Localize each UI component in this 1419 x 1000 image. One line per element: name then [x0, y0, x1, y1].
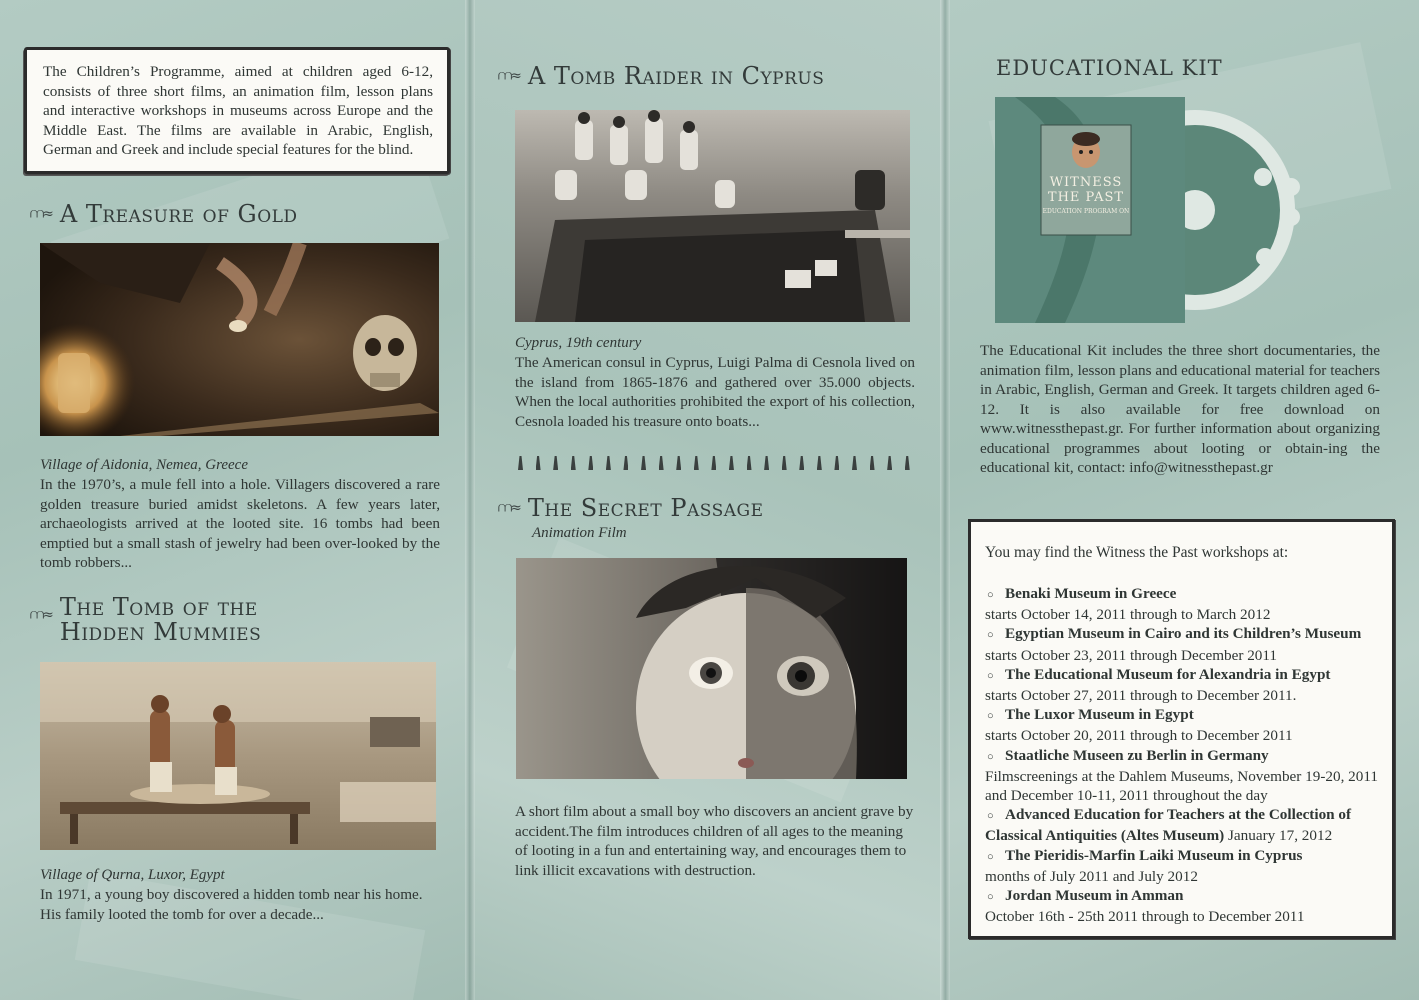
intro-text: The Children’s Programme, aimed at children aged 6-12, consists of three short films, an animation film, lesson plans and interactive workshops in museums across Europe and the Middle East. The films are available in Arabic, English, German and Greek and include special features for the blind. — [43, 63, 433, 158]
intro-box — [24, 47, 450, 174]
flourish-icon: ⩋≈ — [498, 500, 520, 516]
secret-title: The Secret Passage — [527, 494, 764, 522]
treasure-photo — [40, 243, 439, 436]
bullet-icon: ○ — [987, 710, 994, 723]
decorative-divider — [518, 452, 910, 470]
bullet-icon: ○ — [987, 669, 994, 682]
location-item: ○ Benaki Museum in Greece starts October 14, 2011 through to March 2012 — [985, 585, 1271, 624]
location-item: ○ Jordan Museum in Amman October 16th - 25th 2011 through to December 2011 — [985, 887, 1305, 926]
treasure-title: A Treasure of Gold — [59, 200, 298, 228]
fold-crease — [465, 0, 475, 1000]
bullet-icon: ○ — [987, 891, 994, 904]
location-item: ○ The Educational Museum for Alexandria in Egypt starts October 27, 2011 through to December 2011. — [985, 665, 1331, 705]
location-item: ○ Staatliche Museen zu Berlin in Germany Filmscreenings at the Dahlem Museums, November 19-20, 2011 and December 10-11, 2011 throughout the day — [985, 746, 1378, 805]
location-item: ○ The Luxor Museum in Egypt starts October 20, 2011 through to December 2011 — [985, 706, 1293, 745]
secret-body: A short film about a small boy who discovers an ancient grave by accident.The film introduces children of all ages to the meaning of looting in a fun and entertaining way, and encourages them to link illicit excavations with destruction. — [515, 803, 914, 879]
treasure-body: In the 1970’s, a mule fell into a hole. Villagers discovered a rare golden treasure buried amidst skeletons. A few years later, archaeologists arrived at the looted site. 16 tombs had been emptied but a small stash of jewelry had been over-looked by the tomb robbers... — [40, 476, 440, 571]
bullet-icon: ○ — [987, 589, 994, 601]
flourish-icon: ⩋≈ — [30, 206, 52, 222]
mummies-body: In 1971, a young boy discovered a hidden tomb near his home. His family looted the tomb for over a decade... — [40, 886, 423, 923]
kit-cover-title-line2: THE PAST — [1047, 190, 1125, 205]
treasure-heading — [30, 200, 298, 228]
location-item: ○ The Pieridis-Marfin Laiki Museum in Cyprus months of July 2011 and July 2012 — [985, 846, 1303, 885]
fold-crease — [940, 0, 950, 1000]
secret-subtitle: Animation Film — [532, 525, 627, 541]
mummies-caption: Village of Qurna, Luxor, Egypt — [40, 867, 225, 883]
secret-photo — [516, 558, 907, 779]
mummies-title-line1: The Tomb of the — [59, 593, 258, 621]
mummies-photo — [40, 662, 436, 850]
bullet-icon: ○ — [987, 750, 994, 763]
kit-cover-image — [995, 97, 1310, 323]
cyprus-caption: Cyprus, 19th century — [515, 335, 642, 351]
mummies-heading — [30, 595, 261, 645]
kit-cover-subtitle: EDUCATION PROGRAM ON — [1042, 208, 1130, 215]
flourish-icon: ⩋≈ — [30, 607, 52, 623]
kit-cover-title-line1: WITNESS — [1049, 175, 1123, 190]
kit-body: The Educational Kit includes the three short documentaries, the animation film, lesson plans and educational material for teachers in Arabic, English, German and Greek. It targets children aged 6-12. It is also available for free download on www.witnessthepast.gr. For further information about organizing educational programmes about looting or obtain-ing the educational kit, contact: info@witnessthepast.gr — [980, 342, 1380, 476]
cyprus-heading — [498, 62, 824, 90]
location-item: ○ Egyptian Museum in Cairo and its Children’s Museum starts October 23, 2011 through December 2011 — [985, 625, 1362, 664]
cyprus-photo — [515, 110, 910, 322]
bullet-icon: ○ — [987, 629, 994, 642]
treasure-caption: Village of Aidonia, Nemea, Greece — [40, 457, 249, 473]
kit-title: EDUCATIONAL KIT — [996, 56, 1223, 80]
locations-intro: You may find the Witness the Past workshops at: — [985, 544, 1289, 561]
location-item: ○ Advanced Education for Teachers at the Collection of Classical Antiquities (Altes Museum) January 17, 2012 — [985, 806, 1352, 845]
mummies-title-line2: Hidden Mummies — [59, 618, 262, 646]
flourish-icon: ⩋≈ — [498, 68, 520, 84]
bullet-icon: ○ — [987, 810, 994, 823]
secret-heading — [498, 494, 764, 522]
bullet-icon: ○ — [987, 850, 994, 863]
locations-box — [968, 519, 1395, 939]
cyprus-body: The American consul in Cyprus, Luigi Palma di Cesnola lived on the island from 1865-1876 and gathered over 35.000 objects. When the local authorities prohibited the export of his collection, Cesnola loaded his treasure onto boats... — [515, 354, 915, 430]
cyprus-title: A Tomb Raider in Cyprus — [527, 62, 825, 90]
